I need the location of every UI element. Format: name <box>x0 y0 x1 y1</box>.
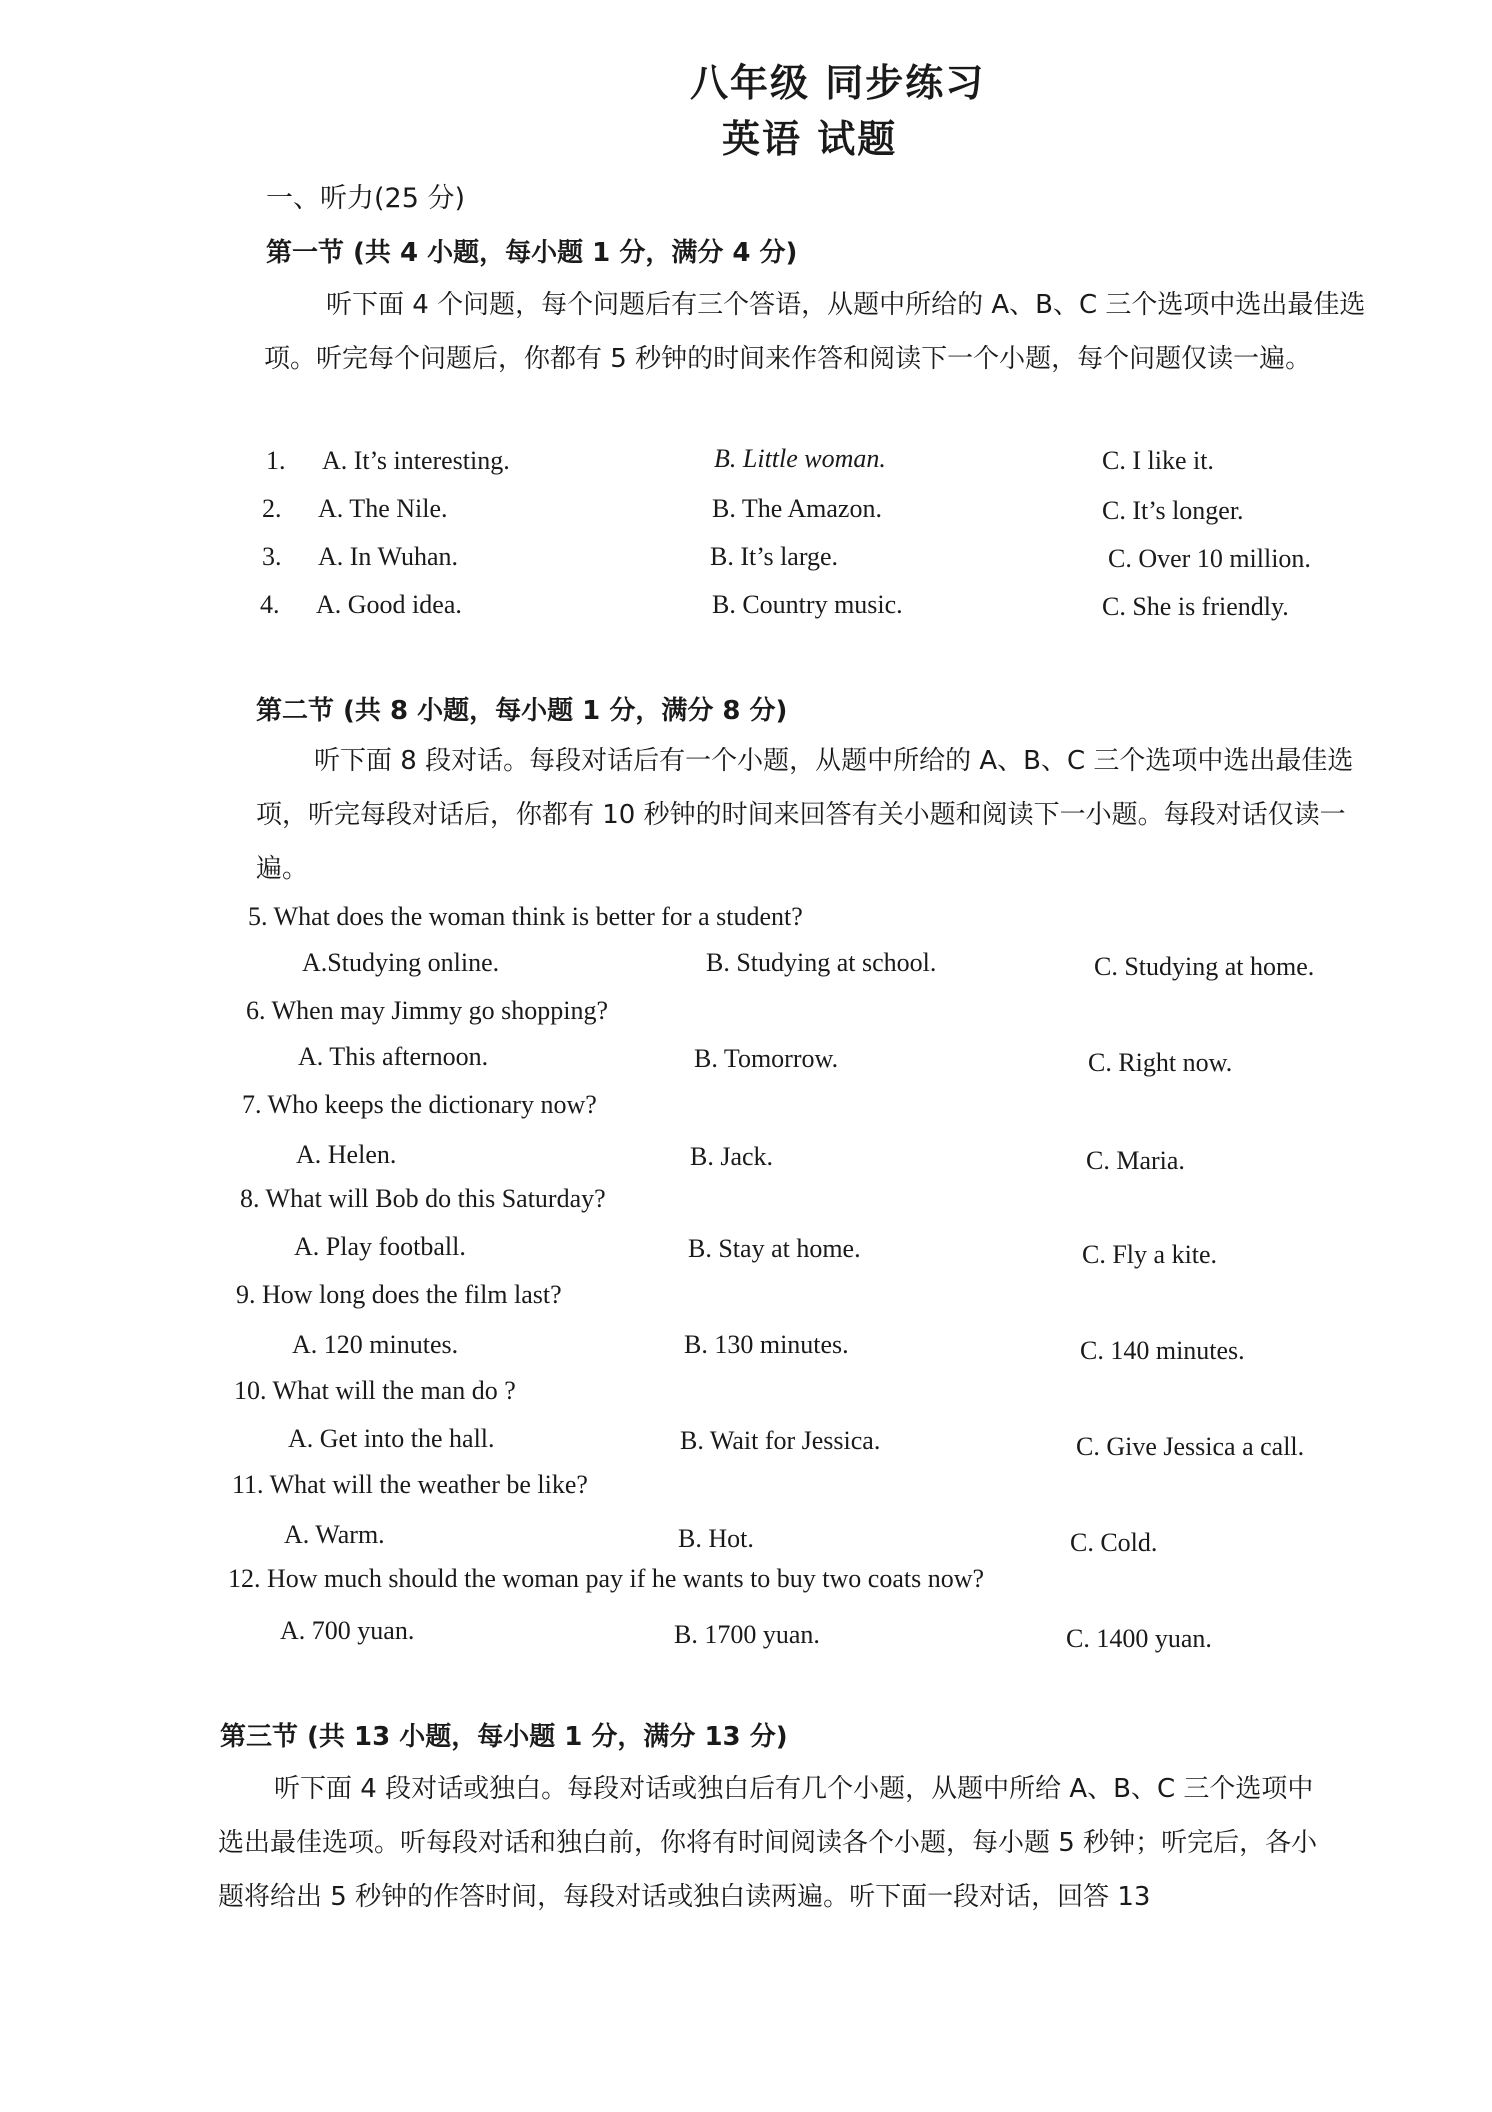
section3-heading: 第三节 (共 13 小题，每小题 1 分，满分 13 分) <box>220 1722 788 1752</box>
option-a: A. It’s interesting. <box>322 446 510 475</box>
option-a: A. Warm. <box>284 1520 385 1549</box>
option-c: C. Cold. <box>1070 1528 1158 1557</box>
option-c: C. Over 10 million. <box>1108 544 1311 573</box>
option-a: A. Good idea. <box>316 590 462 619</box>
question-number: 2. <box>262 494 282 523</box>
section1-instructions: 听下面 4 个问题，每个问题后有三个答语，从题中所给的 A、B、C 三个选项中选出最佳选项。听完每个问题后，你都有 5 秒钟的时间来作答和阅读下一个小题，每个问题仅读一遍。 <box>264 290 1366 374</box>
option-b: B. Wait for Jessica. <box>680 1426 881 1455</box>
option-c: C. It’s longer. <box>1102 496 1244 525</box>
question-number: 3. <box>262 542 282 571</box>
page-subtitle: 英语 试题 <box>722 117 898 161</box>
option-b: B. 1700 yuan. <box>674 1620 820 1649</box>
option-a: A. 700 yuan. <box>280 1616 415 1645</box>
page-title: 八年级 同步练习 <box>690 61 986 105</box>
option-a: A.Studying online. <box>302 948 500 977</box>
option-b: B. Tomorrow. <box>694 1044 839 1073</box>
question-text: 6. When may Jimmy go shopping? <box>246 996 609 1025</box>
option-b: B. Hot. <box>678 1524 754 1553</box>
option-c: C. Maria. <box>1086 1146 1185 1175</box>
option-c: C. Studying at home. <box>1094 952 1315 981</box>
option-c: C. Give Jessica a call. <box>1076 1432 1305 1461</box>
option-c: C. 140 minutes. <box>1080 1336 1245 1365</box>
option-b: B. Little woman. <box>714 444 886 473</box>
option-b: B. Studying at school. <box>706 948 937 977</box>
option-c: C. Right now. <box>1088 1048 1233 1077</box>
question-text: 12. How much should the woman pay if he wants to buy two coats now? <box>228 1564 985 1593</box>
option-a: A. In Wuhan. <box>318 542 459 571</box>
option-b: B. Country music. <box>712 590 903 619</box>
option-b: B. Stay at home. <box>688 1234 861 1263</box>
option-a: A. This afternoon. <box>298 1042 489 1071</box>
option-a: A. Helen. <box>296 1140 397 1169</box>
option-c: C. 1400 yuan. <box>1066 1624 1212 1653</box>
section3-instructions: 听下面 4 段对话或独白。每段对话或独白后有几个小题，从题中所给 A、B、C 三个选项中选出最佳选项。听每段对话和独白前，你将有时间阅读各个小题，每小题 5 秒钟；听完后，各小题将给出 5 秒钟的作答时间，每段对话或独白读两遍。听下面一段对话，回答 13 <box>218 1774 1318 1912</box>
option-b: B. The Amazon. <box>712 494 882 523</box>
section1-heading: 第一节 (共 4 小题，每小题 1 分，满分 4 分) <box>266 238 798 268</box>
section2-instructions: 听下面 8 段对话。每段对话后有一个小题，从题中所给的 A、B、C 三个选项中选出最佳选项，听完每段对话后，你都有 10 秒钟的时间来回答有关小题和阅读下一小题。每段对话仅读一遍。 <box>256 746 1354 884</box>
part-heading: 一、听力(25 分) <box>266 183 466 214</box>
option-b: B. 130 minutes. <box>684 1330 849 1359</box>
question-text: 11. What will the weather be like? <box>232 1470 588 1499</box>
option-b: B. Jack. <box>690 1142 774 1171</box>
option-a: A. 120 minutes. <box>292 1330 459 1359</box>
question-text: 7. Who keeps the dictionary now? <box>242 1090 597 1119</box>
question-text: 8. What will Bob do this Saturday? <box>240 1184 606 1213</box>
question-text: 10. What will the man do ? <box>234 1376 516 1405</box>
option-c: C. Fly a kite. <box>1082 1240 1218 1269</box>
section2-heading: 第二节 (共 8 小题，每小题 1 分，满分 8 分) <box>256 696 788 726</box>
option-a: A. Get into the hall. <box>288 1424 495 1453</box>
question-text: 5. What does the woman think is better for a student? <box>248 902 803 931</box>
option-a: A. The Nile. <box>318 494 448 523</box>
question-number: 1. <box>266 446 286 475</box>
question-text: 9. How long does the film last? <box>236 1280 562 1309</box>
option-c: C. I like it. <box>1102 446 1214 475</box>
question-number: 4. <box>260 590 280 619</box>
option-a: A. Play football. <box>294 1232 466 1261</box>
option-c: C. She is friendly. <box>1102 592 1289 621</box>
option-b: B. It’s large. <box>710 542 839 571</box>
